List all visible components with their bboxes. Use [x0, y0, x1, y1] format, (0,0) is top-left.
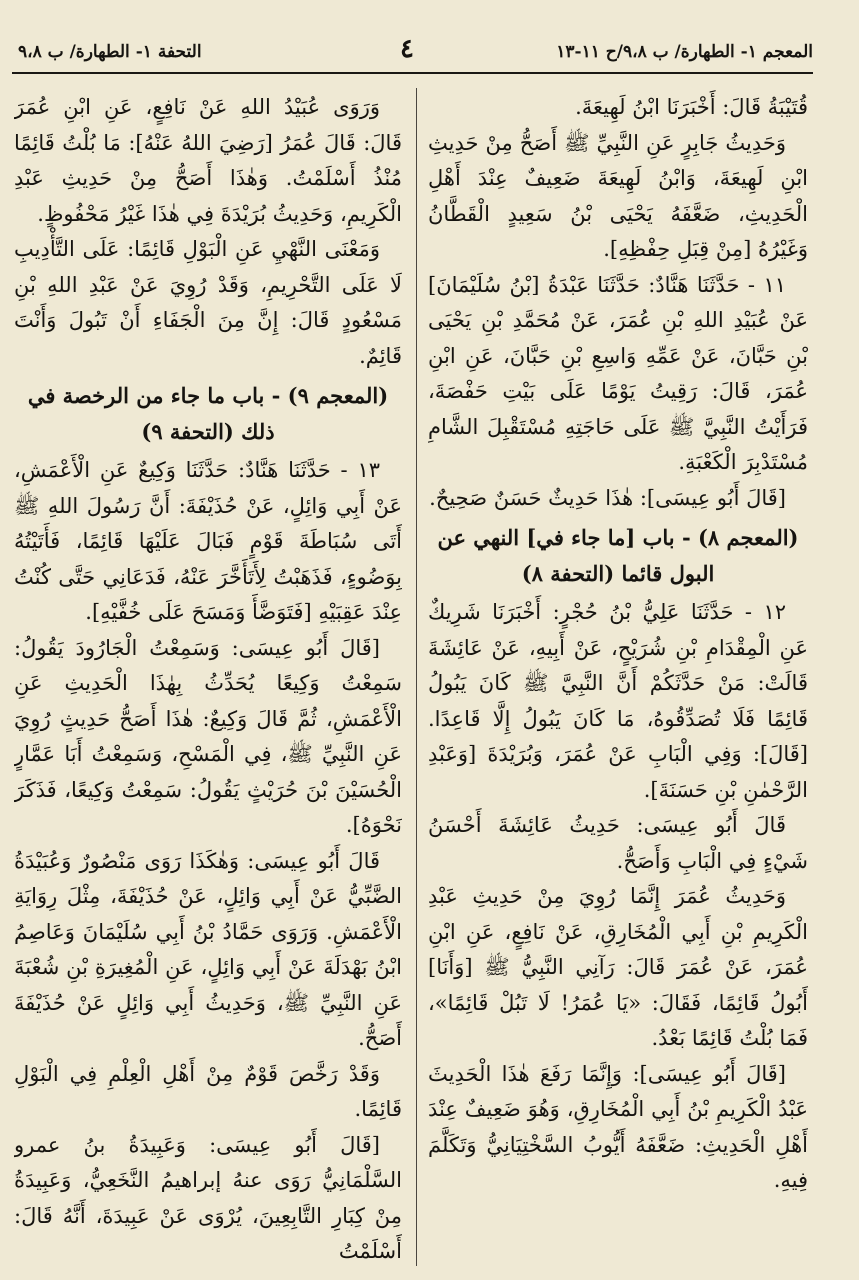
column-divider-line [416, 88, 417, 1266]
right-text-column [428, 90, 808, 1270]
chapter-heading: (المعجم ٨) - باب [ما جاء في] النهي عن البول قائما (التحفة ٨) [437, 525, 799, 586]
text-paragraph: وَرَوَى عُبَيْدُ اللهِ عَنْ نَافِعٍ، عَنِ ابْنِ عُمَرَ قَالَ: قَالَ عُمَرُ [رَضِيَ اللهُ عَنْهُ]: مَا بُلْتُ قَائِمًا مُنْذُ أَسْلَمْتُ. وَهٰذَا أَصَحُّ مِنْ حَدِيثِ عَبْدِ الْكَرِيمِ، وَحَدِيثُ بُرَيْدَةَ فِي هٰذَا غَيْرُ مَحْفُوظٍ. [14, 95, 402, 226]
text-paragraph: وَحَدِيثُ عُمَرَ إِنَّمَا رُوِيَ مِنْ حَدِيثِ عَبْدِ الْكَرِيمِ بْنِ أَبِي الْمُخَارِقِ، عَنْ نَافِعٍ، عَنِ ابْنِ عُمَرَ، عَنْ عُمَرَ قَالَ: رَآنِي النَّبِيُّ ﷺ [وَأَنَا] أَبُولُ قَائِمًا، فَقَالَ: «يَا عُمَرُ! لَا تَبُلْ قَائِمًا»، فَمَا بُلْتُ قَائِمًا بَعْدُ. [428, 884, 808, 1050]
header-tuhfa-reference: التحفة ١- الطهارة/ ب ٩،٨ [18, 42, 202, 62]
header-mujam-reference: المعجم ١- الطهارة/ ب ٩،٨/ح ١١-١٣ [556, 42, 813, 62]
text-paragraph: قَالَ أَبُو عِيسَى: حَدِيثُ عَائِشَةَ أَحْسَنُ شَيْءٍ فِي الْبَابِ وَأَصَحُّ. [428, 813, 808, 873]
header-divider-line [12, 72, 813, 74]
page-number: ٤ [400, 34, 414, 64]
text-paragraph: وَحَدِيثُ جَابِرٍ عَنِ النَّبِيِّ ﷺ أَصَحُّ مِنْ حَدِيثِ ابْنِ لَهِيعَةَ، وَابْنُ لَهِيعَةَ ضَعِيفٌ عِنْدَ أَهْلِ الْحَدِيثِ، ضَعَّفَهُ يَحْيَى بْنُ سَعِيدٍ الْقَطَّانُ وَغَيْرُهُ [مِنْ قِبَلِ حِفْظِهِ]. [428, 130, 808, 261]
text-paragraph: [قَالَ أَبُو عِيسَى: وَعَبِيدَةُ بنُ عمرو السَّلْمَانِيُّ رَوَى عنهُ إبراهيمُ النَّخَعِيُّ، وَعَبِيدَةُ مِنْ كِبَارِ التَّابِعِينَ، يُرْوَى عَنْ عَبِيدَةَ، أَنَّهُ قَالَ: أَسْلَمْتُ [14, 1132, 402, 1263]
text-paragraph: ١٣ - حَدَّثَنَا هَنَّادٌ: حَدَّثَنَا وَكِيعٌ عَنِ الْأَعْمَشِ، عَنْ أَبِي وَائِلٍ، عَنْ حُذَيْفَةَ: أَنَّ رَسُولَ اللهِ ﷺ أَتَى سُبَاطَةَ قَوْمٍ فَبَالَ عَلَيْهَا قَائِمًا، فَأَتَيْتُهُ بِوَضُوءٍ، فَذَهَبْتُ لِأَتَأَخَّرَ عَنْهُ، فَدَعَانِي حَتَّى كُنْتُ عِنْدَ عَقِبَيْهِ [فَتَوَضَّأَ وَمَسَحَ عَلَى خُفَّيْهِ]. [14, 458, 402, 624]
page-header [0, 28, 859, 70]
text-paragraph: ١٢ - حَدَّثَنَا عَلِيُّ بْنُ حُجْرٍ: أَخْبَرَنَا شَرِيكٌ عَنِ الْمِقْدَامِ بْنِ شُرَيْحٍ، عَنْ أَبِيهِ، عَنْ عَائِشَةَ قَالَتْ: مَنْ حَدَّثَكُمْ أَنَّ النَّبِيَّ ﷺ كَانَ يَبُولُ قَائِمًا فَلَا تُصَدِّقُوهُ، مَا كَانَ يَبُولُ إِلَّا قَاعِدًا. [قَالَ]: وَفِي الْبَابِ عَنْ عُمَرَ، وَبُرَيْدَةَ [وَعَبْدِ الرَّحْمٰنِ بْنِ حَسَنَةَ]. [428, 600, 808, 802]
text-paragraph: ١١ - حَدَّثَنَا هَنَّادٌ: حَدَّثَنَا عَبْدَةُ [بْنُ سُلَيْمَانَ] عَنْ عُبَيْدِ اللهِ بْنِ عُمَرَ، عَنْ مُحَمَّدِ بْنِ يَحْيَى بْنِ حَبَّانَ، عَنْ عَمِّهِ وَاسِعِ بْنِ حَبَّانَ، عَنِ ابْنِ عُمَرَ، قَالَ: رَقِيتُ يَوْمًا عَلَى بَيْتِ حَفْصَةَ، فَرَأَيْتُ النَّبِيَّ ﷺ عَلَى حَاجَتِهِ مُسْتَقْبِلَ الشَّامِ مُسْتَدْبِرَ الْكَعْبَةِ. [428, 272, 808, 474]
text-paragraph: وَمَعْنَى النَّهْيِ عَنِ الْبَوْلِ قَائِمًا: عَلَى التَّأْدِيبِ لَا عَلَى التَّحْرِيمِ، وَقَدْ رُوِيَ عَنْ عَبْدِ اللهِ بْنِ مَسْعُودٍ قَالَ: إِنَّ مِنَ الْجَفَاءِ أَنْ تَبُولَ وَأَنْتَ قَائِمٌ. [14, 237, 402, 368]
text-paragraph: [قَالَ أَبُو عِيسَى]: وَإِنَّمَا رَفَعَ هٰذَا الْحَدِيثَ عَبْدُ الْكَرِيمِ بْنُ أَبِي الْمُخَارِقِ، وَهُوَ ضَعِيفٌ عِنْدَ أَهْلِ الْحَدِيثِ: ضَعَّفَهُ أَيُّوبُ السَّخْتِيَانِيُّ وَتَكَلَّمَ فِيهِ. [428, 1061, 808, 1192]
text-paragraph: قُتَيْبَةُ قَالَ: أَخْبَرَنَا ابْنُ لَهِيعَةَ. [575, 95, 808, 119]
left-text-column [14, 90, 402, 1270]
text-paragraph: [قَالَ أَبُو عِيسَى]: هٰذَا حَدِيثٌ حَسَنٌ صَحِيحٌ. [429, 485, 786, 510]
text-paragraph: وَقَدْ رَخَّصَ قَوْمٌ مِنْ أَهْلِ الْعِلْمِ فِي الْبَوْلِ قَائِمًا. [14, 1061, 402, 1121]
chapter-heading: (المعجم ٩) - باب ما جاء من الرخصة في ذلك (التحفة ٩) [27, 383, 389, 444]
text-paragraph: قَالَ أَبُو عِيسَى: وَهٰكَذَا رَوَى مَنْصُورٌ وَعُبَيْدَةُ الضَّبِّيُّ عَنْ أَبِي وَائِلٍ، عَنْ حُذَيْفَةَ، مِثْلَ رِوَايَةِ الْأَعْمَشِ. وَرَوَى حَمَّادُ بْنُ أَبِي سُلَيْمَانَ وَعَاصِمُ ابْنُ بَهْدَلَةَ عَنْ أَبِي وَائِلٍ، عَنِ الْمُغِيرَةِ بْنِ شُعْبَةَ عَنِ النَّبِيِّ ﷺ، وَحَدِيثُ أَبِي وَائِلٍ عَنْ حُذَيْفَةَ أَصَحُّ. [14, 848, 402, 1050]
text-paragraph: [قَالَ أَبُو عِيسَى: وَسَمِعْتُ الْجَارُودَ يَقُولُ: سَمِعْتُ وَكِيعًا يُحَدِّثُ بِهٰذَا الْحَدِيثِ عَنِ الْأَعْمَشِ، ثُمَّ قَالَ وَكِيعٌ: هٰذَا أَصَحُّ حَدِيثٍ رُوِيَ عَنِ النَّبِيِّ ﷺ، فِي الْمَسْحِ، وَسَمِعْتُ أَبَا عَمَّارٍ الْحُسَيْنَ بْنَ حُرَيْثٍ يَقُولُ: سَمِعْتُ وَكِيعًا، فَذَكَرَ نَحْوَهُ]. [14, 635, 402, 837]
